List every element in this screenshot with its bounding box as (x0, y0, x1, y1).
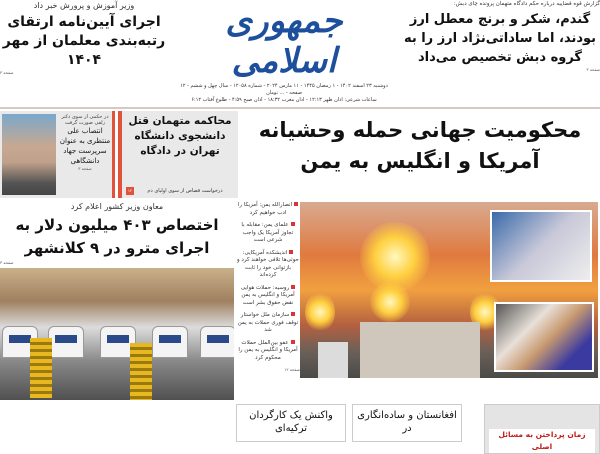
header-divider (0, 107, 600, 109)
bottom-story-3-headline: زمان پرداختن به مسائل اصلی (489, 429, 595, 453)
metro-photo (0, 268, 234, 400)
portrait-photo (2, 114, 56, 195)
appointment-box[interactable] (0, 111, 115, 198)
bottom-story-1[interactable]: واکنش یک کارگردان ترکیه‌ای (236, 404, 346, 442)
metro-kicker: معاون وزیر کشور اعلام کرد (70, 202, 164, 211)
main-page: صفحه ۱۲ (284, 367, 300, 372)
bullet-item[interactable]: روسیه: حملات هوایی آمریکا و انگلیس به یمن نقض حقوق بشر است (240, 284, 295, 306)
main-bullets (236, 202, 300, 373)
bullet-item[interactable]: اندیشکده آمریکایی: حوثی‌ها تلافی خواهند کرد و بازتوانی خود را ثابت کرده‌اند (237, 249, 299, 278)
feature-row (0, 202, 600, 400)
appointment-page: صفحه ۳ (78, 166, 92, 171)
top-right-kicker: گزارش قوه قضاییه درباره حکم دادگاه متهمان پرونده چای دبش: (453, 1, 600, 7)
bullet-item[interactable]: سازمان ملل خواستار توقف فوری حملات به یمن شد (237, 312, 299, 333)
trial-headline: محاکمه متهمان قتل دانشجوی دانشگاه تهران در دادگاه (128, 115, 232, 157)
newspaper-logo: جمهوری اسلامی (225, 1, 343, 81)
bottom-row (236, 404, 600, 454)
trial-subline: درخواست قصاص از سوی اولیای دم (147, 187, 223, 194)
metro-headline: اختصاص ۴۰۳ میلیون دلار به اجرای مترو در ۹ کلانشهر (15, 216, 219, 257)
main-headline[interactable]: محکومیت جهانی حمله وحشیانه آمریکا و انگلیس به یمن (258, 118, 582, 173)
top-right-story[interactable] (400, 1, 600, 73)
top-left-page: صفحه ۳ (0, 70, 14, 75)
accent-bar (112, 111, 115, 198)
metro-page: صفحه ۳ (0, 260, 14, 265)
masthead (168, 1, 400, 104)
bullet-item[interactable]: عفو بین‌الملل حملات آمریکا و انگلیس به یمن را محکوم کرد (238, 339, 298, 361)
inset-photo-hospital (490, 210, 592, 282)
dateline-prayer-times: ساعات شرعی: اذان ظهر ۱۲:۱۳ - اذان مغرب ۱۸:۳۲ - اذان صبح ۴:۵۹ - طلوع آفتاب ۶:۱۲ (191, 97, 377, 103)
top-left-story[interactable] (0, 1, 168, 76)
bottom-story-2[interactable]: افغانستان و ساده‌انگاری در (352, 404, 462, 442)
appointment-headline: انتصاب علی منتظری به عنوان سرپرست جهاد دانشگاهی (59, 127, 111, 165)
lead-row (0, 111, 600, 198)
inset-photo-injured (494, 302, 594, 372)
top-right-page: صفحه ۳ (586, 67, 600, 72)
appointment-kicker: در حکمی از سوی دکتر زلفی صورت گرفت (61, 114, 109, 126)
top-left-kicker: وزیر آموزش و پرورش خبر داد (33, 1, 135, 10)
yemen-attack-photo (300, 202, 598, 378)
bottom-story-3[interactable] (484, 404, 600, 454)
appointment-text (58, 111, 112, 198)
top-left-headline: اجرای آیین‌نامه ارتقای رتبه‌بندی معلمان از مهر ۱۴۰۴ (2, 14, 166, 68)
bullet-item[interactable]: علمای یمن: مقابله با تجاوز آمریکا یک واجب شرعی است (241, 222, 294, 243)
bullet-item[interactable]: انصارالله یمن: آمریکا را ادب خواهیم کرد (236, 202, 300, 217)
trial-page: ۱۲ (127, 188, 133, 193)
metro-story[interactable] (0, 202, 234, 400)
top-right-headline: گندم، شکر و برنج معطل ارز بودند، اما ساداتی‌نژاد ارز را به گروه دبش تخصیص می‌داد (403, 12, 597, 65)
masthead-row (0, 0, 600, 104)
dateline-issue: دوشنبه ۲۳ اسفند ۱۴۰۲ - ۱ رمضان ۱۴۴۵ - ۱۱ مارس ۲۰۲۴ - شماره ۱۲۰۵۸ - سال چهل و ششم - ۱۲ صفحه - ... تومان (180, 83, 388, 96)
trial-box[interactable] (118, 111, 238, 198)
dateline (174, 83, 394, 104)
